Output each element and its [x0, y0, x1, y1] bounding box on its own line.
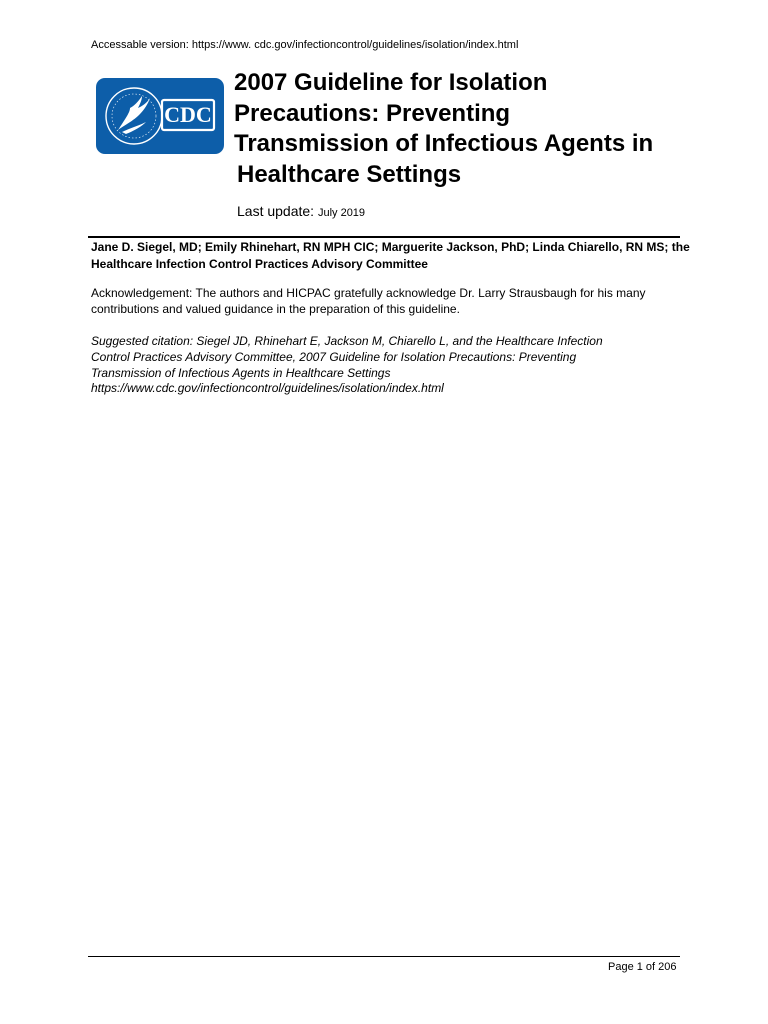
title-line: Healthcare Settings: [237, 160, 462, 188]
title-line: Transmission of Infectious Agents in: [234, 130, 654, 157]
title-line: Precautions: Preventing: [234, 99, 511, 127]
suggested-citation: [91, 334, 691, 397]
accessible-version-line: Accessable version: https://www. cdc.gov/infectioncontrol/guidelines/isolation/index.html: [91, 39, 519, 51]
header-divider: [88, 236, 680, 238]
cdc-logo: [96, 78, 224, 154]
citation-line: Control Practices Advisory Committee, 2007 Guideline for Isolation Precautions: Preventing: [91, 349, 577, 364]
author-list: Jane D. Siegel, MD; Emily Rhinehart, RN MPH CIC; Marguerite Jackson, PhD; Linda Chiarello, RN MS; the Healthcare Infection Control Practices Advisory Committee: [91, 240, 690, 271]
acknowledgement: Acknowledgement: The authors and HICPAC gratefully acknowledge Dr. Larry Strausbaugh for his many contributions and valued guidance in the preparation of this guideline.: [91, 286, 646, 316]
document-title: [234, 68, 704, 190]
title-line: 2007 Guideline for Isolation: [234, 69, 548, 96]
footer-divider: [88, 956, 680, 957]
citation-line: Transmission of Infectious Agents in Healthcare Settings: [91, 365, 391, 380]
cdc-logo-text: CDC: [164, 102, 212, 127]
last-update-date: July 2019: [317, 207, 366, 219]
page-number: Page 1 of 206: [608, 961, 677, 973]
citation-url[interactable]: https://www.cdc.gov/infectioncontrol/guidelines/isolation/index.html: [91, 381, 444, 396]
citation-line: Suggested citation: Siegel JD, Rhinehart E, Jackson M, Chiarello L, and the Healthcare Infection: [91, 334, 603, 348]
last-update-label: Last update:: [237, 203, 318, 219]
last-update: [237, 202, 365, 222]
